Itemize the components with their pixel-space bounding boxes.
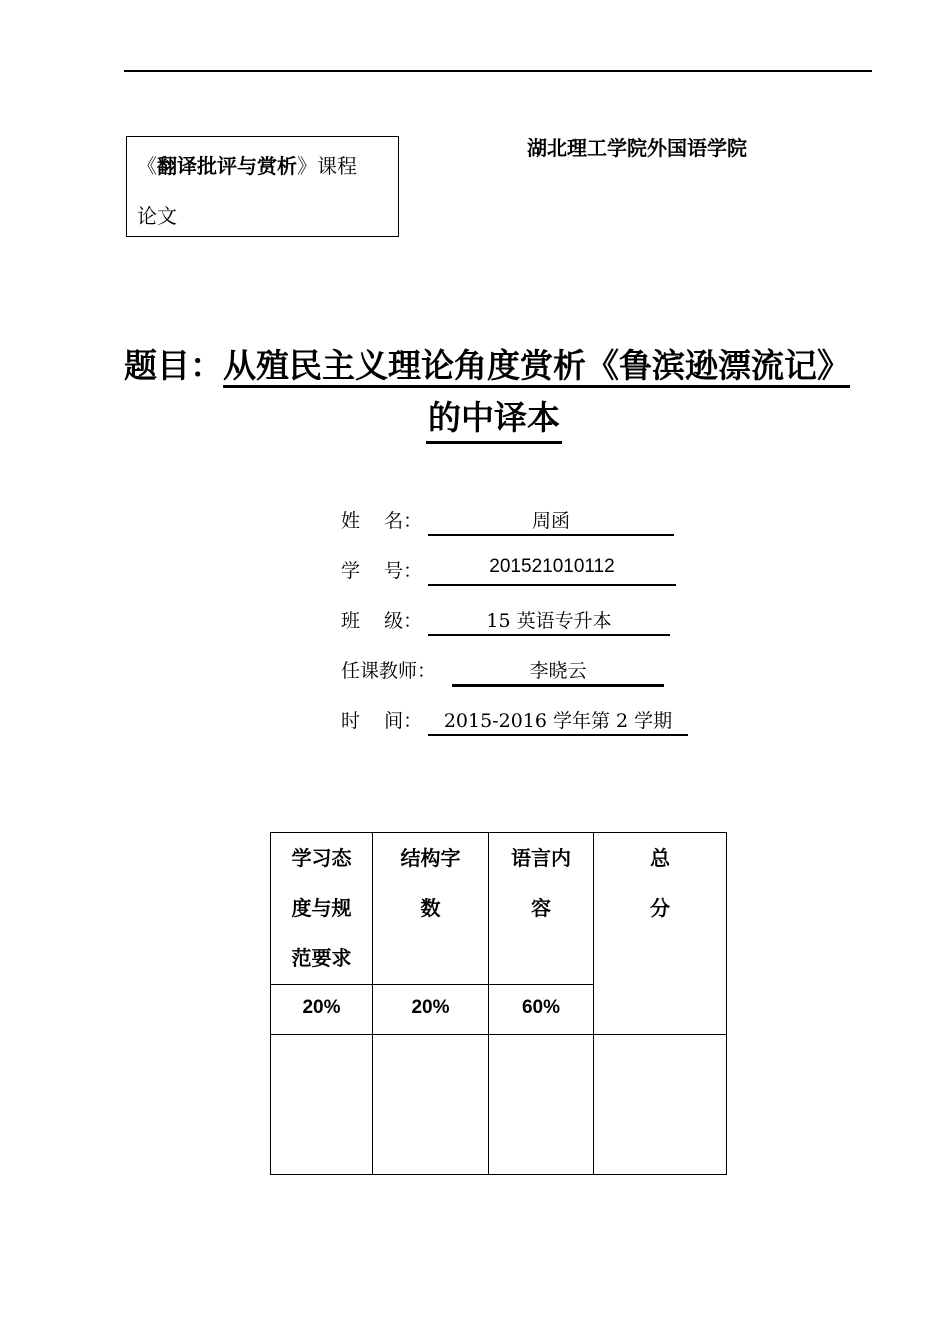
teacher-value: 李晓云: [452, 656, 664, 687]
title-prefix: 题目：: [124, 346, 223, 385]
header-structure: 结构字 数: [373, 833, 489, 985]
name-value: 周函: [428, 506, 674, 536]
course-title-line1: 《翻译批评与赏析》课程: [137, 154, 357, 178]
header-attitude: 学习态 度与规 范要求: [271, 833, 373, 985]
score-cell-total: [594, 1035, 727, 1175]
class-label: 班 级：: [341, 610, 423, 632]
course-title-line2: 论文: [137, 204, 177, 228]
thesis-title-line2: 的中译本: [426, 392, 562, 444]
id-value: 201521010112: [428, 556, 676, 586]
score-cell-language: [489, 1035, 594, 1175]
college-name: 湖北理工学院外国语学院: [527, 136, 747, 160]
header-total: 总 分: [594, 833, 727, 1035]
teacher-label: 任课教师：: [341, 660, 437, 682]
title-text-line1: 从殖民主义理论角度赏析《鲁滨逊漂流记》: [223, 346, 850, 388]
score-entry-row: [271, 1035, 727, 1175]
score-table: [270, 832, 727, 1175]
weight-attitude: 20%: [271, 985, 373, 1035]
weight-structure: 20%: [373, 985, 489, 1035]
course-name: 翻译批评与赏析: [157, 154, 297, 178]
score-header-row: [271, 833, 727, 985]
name-label: 姓 名：: [341, 510, 423, 532]
course-title-box: [126, 136, 399, 237]
weight-language: 60%: [489, 985, 594, 1035]
score-cell-attitude: [271, 1035, 373, 1175]
score-cell-structure: [373, 1035, 489, 1175]
id-label: 学 号：: [341, 560, 423, 582]
time-label: 时 间：: [341, 710, 423, 732]
thesis-title-line1: [124, 340, 874, 387]
time-value: 2015-2016 学年第 2 学期: [428, 706, 688, 736]
header-rule: [124, 70, 872, 72]
header-language: 语言内 容: [489, 833, 594, 985]
class-value: 15 英语专升本: [428, 606, 670, 636]
